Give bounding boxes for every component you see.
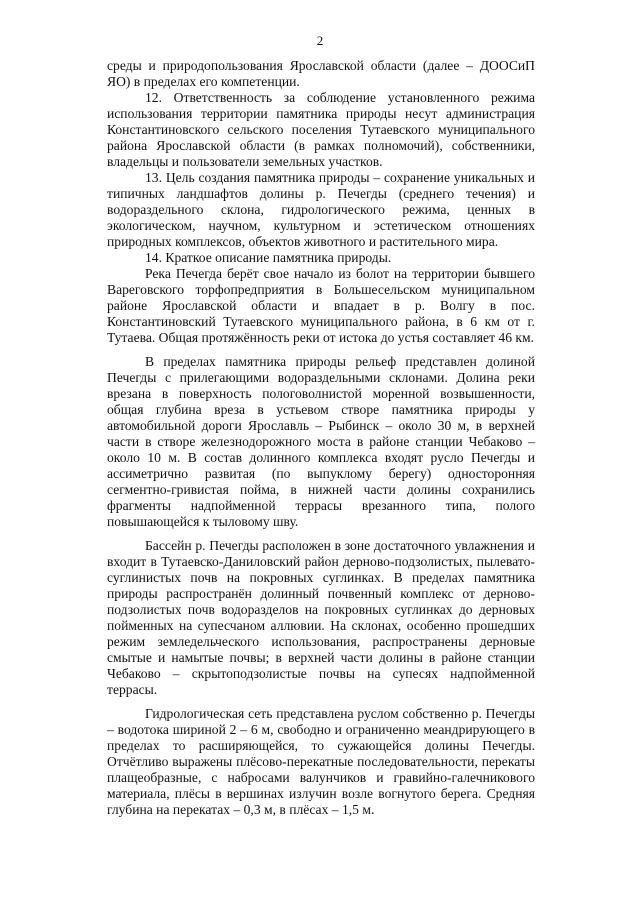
document-body bbox=[107, 58, 535, 818]
paragraph-soils: Бассейн р. Печегды расположен в зоне достаточного увлажнения и входит в Тутаевско-Даниловский район дерново-подзолистых, пылевато-суглинистых почв на покровных суглинках. В пределах памятника природы распространён долинный почвенный комплекс от дерново-подзолистых почв водоразделов на покровных суглинках до дерновых пойменных на супесчаном аллювии. На склонах, особенно прошедших режим земледельческого использования, распространены дерновые смытые и намытые почвы; в верхней части долины в районе станции Чебаково – скрытоподзолистые почвы на супесях надпойменной террасы. bbox=[107, 538, 535, 697]
paragraph-relief: В пределах памятника природы рельеф представлен долиной Печегды с прилегающими водораздельными склонами. Долина реки врезана в поверхность пологоволнистой моренной возвышенности, общая глубина вреза в устьевом створе памятника природы у автомобильной дороги Ярославль – Рыбинск – около 30 м, в верхней части в створе железнодорожного моста в районе станции Чебаково – около 10 м. В состав долинного комплекса входят русло Печегды и ассиметрично развитая (по выпуклому берегу) односторонняя сегментно-гривистая пойма, в нижней части долины сохранились фрагменты надпойменной террасы врезанного типа, полого повышающейся к тыловому шву. bbox=[107, 354, 535, 529]
paragraph-13-purpose: 13. Цель создания памятника природы – сохранение уникальных и типичных ландшафтов долины р. Печегды (среднего течения) и водораздельного склона, гидрологического режима, ценных в экологическом, научном, культурном и эстетическом отношениях природных комплексов, объектов животного и растительного мира. bbox=[107, 170, 535, 249]
paragraph-hydrology: Гидрологическая сеть представлена руслом собственно р. Печегды – водотока шириной 2 – 6 м, свободно и ограниченно меандрирующего в пределах то расширяющейся, то сужающейся долины Печегды. Отчётливо выражены плёсово-перекатные последовательности, перекаты плащеобразные, с набросами валунчиков и гравийно-галечникового материала, плёсы в вершинах излучин возле вогнутого берега. Средняя глубина на перекатах – 0,3 м, в плёсах – 1,5 м. bbox=[107, 706, 535, 817]
page-number: 2 bbox=[316, 33, 324, 48]
paragraph-12-responsibility: 12. Ответственность за соблюдение установленного режима использования территории памятника природы несут администрация Константиновского сельского поселения Тутаевского муниципального района Ярославской области (в рамках полномочий), собственники, владельцы и пользователи земельных участков. bbox=[107, 90, 535, 169]
paragraph-14-heading: 14. Краткое описание памятника природы. bbox=[145, 250, 392, 265]
paragraph-river-description: Река Печегда берёт свое начало из болот на территории бывшего Вареговского торфопредприятия в Большесельском муниципальном районе Ярославской области и впадает в р. Волгу в пос. Константиновский Тутаевского муниципального района, в 6 км от г. Тутаева. Общая протяжённость реки от истока до устья составляет 46 км. bbox=[107, 266, 535, 345]
paragraph-continuation: среды и природопользования Ярославской области (далее – ДООСиП ЯО) в пределах его компетенции. bbox=[107, 58, 535, 89]
